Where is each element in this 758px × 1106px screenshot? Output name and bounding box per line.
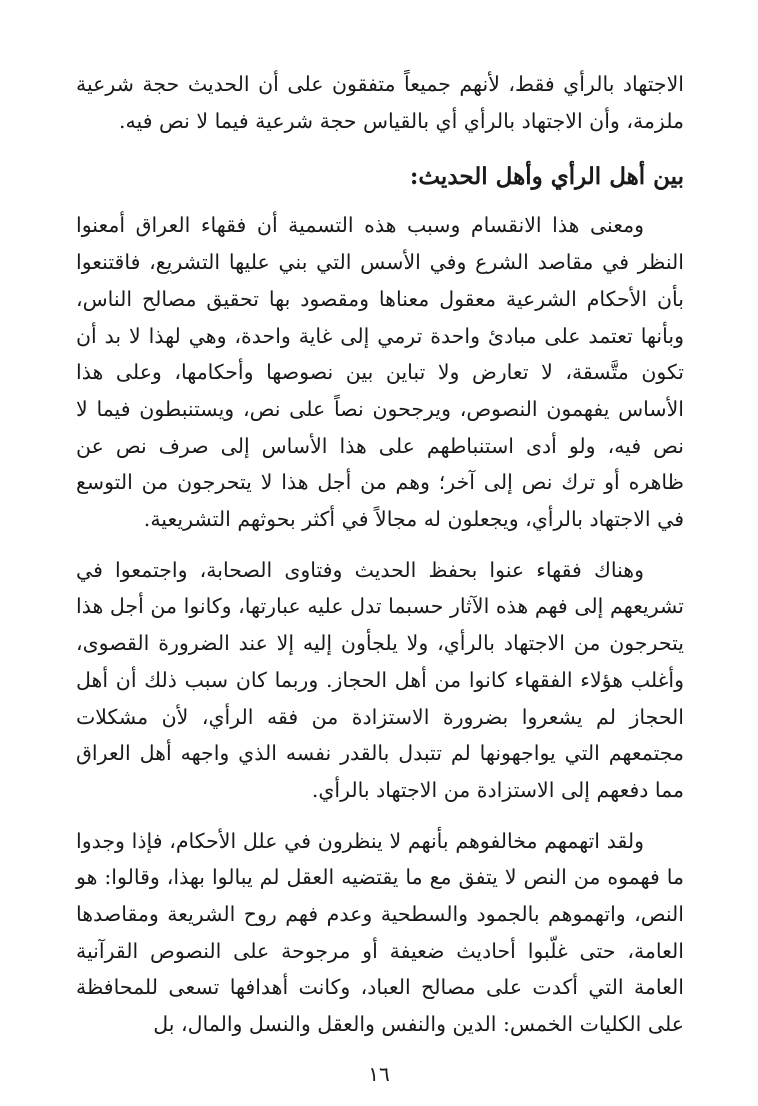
- paragraph-1: الاجتهاد بالرأي فقط، لأنهم جميعاً متفقون على أن الحديث حجة شرعية ملزمة، وأن الاجتهاد بالرأي أي بالقياس حجة شرعية فيما لا نص فيه.: [76, 72, 684, 133]
- paragraph-4: ولقد اتهمهم مخالفوهم بأنهم لا ينظرون في علل الأحكام، فإذا وجدوا ما فهموه من النص لا يتفق مع ما يقتضيه العقل لم يبالوا بهذا، وقالوا: هو النص، واتهموهم بالجمود والسطحية وعدم فهم روح الشريعة ومقاصدها العامة، حتى غلّبوا أحاديث ضعيفة أو مرجوحة على النصوص القرآنية العامة التي أكدت على مصالح العباد، وكانت أهدافها تسعى للمحافظة على الكليات الخمس: الدين والنفس والعقل والنسل والمال، بل: [76, 828, 684, 1037]
- paragraph-2: ومعنى هذا الانقسام وسبب هذه التسمية أن فقهاء العراق أمعنوا النظر في مقاصد الشرع وفي الأسس التي بني عليها التشريع، فاقتنعوا بأن الأحكام الشرعية معقول معناها ومقصود بها تحقيق مصالح الناس، وبأنها تعتمد على مبادئ واحدة ترمي إلى غاية واحدة، وهي لهذا لا بد أن تكون متَّسقة، لا تعارض ولا تباين بين نصوصها وأحكامها، وعلى هذا الأساس يفهمون النصوص، ويرجحون نصاً على نص، ويستنبطون فيما لا نص فيه، ولو أدى استنباطهم على هذا الأساس إلى صرف نص عن ظاهره أو ترك نص إلى آخر؛ وهم من أجل هذا لا يتحرجون من التوسع في الاجتهاد بالرأي، ويجعلون له مجالاً في أكثر بحوثهم التشريعية.: [76, 213, 684, 532]
- page-number: ١٦: [368, 1062, 390, 1086]
- section-heading: بين أهل الرأي وأهل الحديث:: [409, 163, 684, 191]
- page-body: [76, 66, 684, 1043]
- paragraph-3: وهناك فقهاء عنوا بحفظ الحديث وفتاوى الصحابة، واجتمعوا في تشريعهم إلى فهم هذه الآثار حسبما تدل عليه عبارتها، وكانوا من أجل هذا يتحرجون من الاجتهاد بالرأي، ولا يلجأون إليه إلا عند الضرورة القصوى، وأغلب هؤلاء الفقهاء كانوا من أهل الحجاز. وربما كان سبب ذلك أن أهل الحجاز لم يشعروا بضرورة الاستزادة من فقه الرأي، لأن مشكلات مجتمعهم التي يواجهونها لم تتبدل بالقدر نفسه الذي واجهه أهل العراق مما دفعهم إلى الاستزادة من الاجتهاد بالرأي.: [76, 557, 684, 802]
